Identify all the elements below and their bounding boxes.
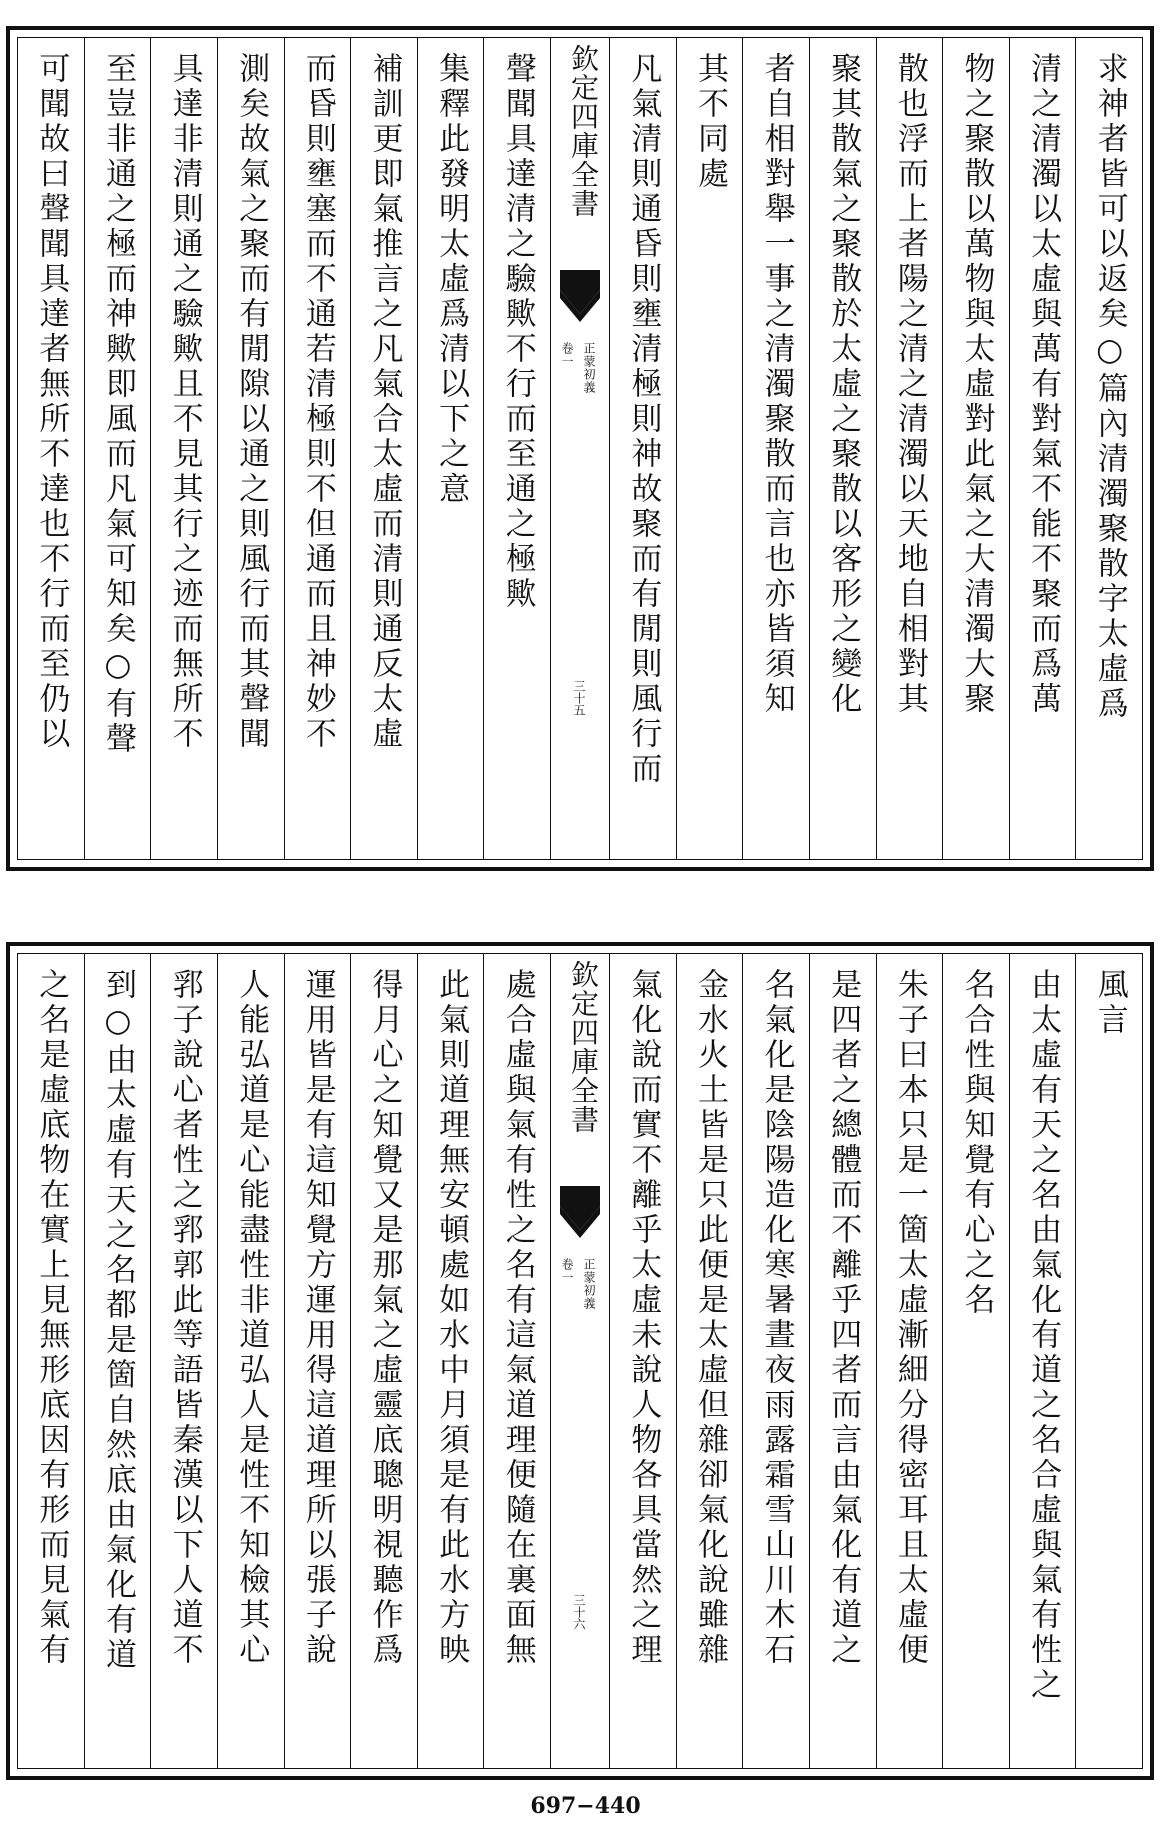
book-subtitle: 正蒙初義	[582, 1258, 596, 1310]
fishtail-mark-icon	[559, 1186, 601, 1242]
page-number: 三十五	[572, 680, 586, 716]
text-column: 而昏則壅塞而不通若清極則不但通而且神妙不	[284, 38, 351, 859]
center-fold	[550, 954, 609, 1768]
page-top	[6, 26, 1154, 871]
text-column: 處合虛與氣有性之名有這氣道理便隨在裏面無	[483, 954, 550, 1768]
text-column: 朱子曰本只是一箇太虛漸細分得密耳且太虛便	[876, 954, 943, 1768]
text-column: 之名是虛底物在實上見無形底因有形而見氣有	[33, 968, 70, 1668]
text-column: 清之清濁以太虛與萬有對氣不能不聚而爲萬	[1009, 38, 1076, 859]
text-column: 聲聞具達清之驗歟不行而至通之極歟	[483, 38, 550, 859]
page-frame	[17, 953, 1143, 1769]
catalog-page-number: 697−440	[530, 1793, 641, 1819]
text-column: 風言	[1075, 954, 1142, 1768]
volume-label: 卷一	[560, 342, 574, 368]
page-number: 三十六	[572, 1594, 586, 1630]
text-column: 是四者之總體而不離乎四者而言由氣化有道之	[809, 954, 876, 1768]
text-column: 具達非清則通之驗歟且不見其行之迹而無所不	[150, 38, 217, 859]
text-column: 郛子說心者性之郛郭此等語皆秦漢以下人道不	[150, 954, 217, 1768]
page-bottom	[6, 942, 1154, 1780]
text-column: 到○由太虛有天之名都是箇自然底由氣化有道	[84, 954, 151, 1768]
text-column: 得月心之知覺又是那氣之虛靈底聰明視聽作爲	[350, 954, 417, 1768]
text-column: 人能弘道是心能盡性非道弘人是性不知檢其心	[217, 954, 284, 1768]
text-column: 運用皆是有這知覺方運用得這道理所以張子說	[284, 954, 351, 1768]
center-fold	[550, 38, 609, 859]
text-column: 名合性與知覺有心之名	[942, 954, 1009, 1768]
text-column: 其不同處	[676, 38, 743, 859]
book-subtitle: 正蒙初義	[582, 342, 596, 394]
text-column: 集釋此發明太虛爲清以下之意	[417, 38, 484, 859]
text-column: 求神者皆可以返矣○篇內清濁聚散字太虛爲	[1075, 38, 1142, 859]
book-header: 欽定四庫全書	[567, 960, 600, 1134]
text-column: 此氣則道理無安頓處如水中月須是有此水方映	[417, 954, 484, 1768]
text-column: 可聞故曰聲聞具達者無所不達也不行而至仍以	[33, 52, 70, 752]
text-columns	[18, 954, 1142, 1768]
text-column: 補訓更即氣推言之凡氣合太虛而清則通反太虛	[350, 38, 417, 859]
page-frame	[17, 37, 1143, 860]
text-column: 散也浮而上者陽之清之清濁以天地自相對其	[876, 38, 943, 859]
text-column: 者自相對舉一事之清濁聚散而言也亦皆須知	[742, 38, 809, 859]
volume-label: 卷一	[560, 1258, 574, 1284]
text-column: 名氣化是陰陽造化寒暑晝夜雨露霜雪山川木石	[742, 954, 809, 1768]
text-column: 測矣故氣之聚而有閒隙以通之則風行而其聲聞	[217, 38, 284, 859]
text-column: 凡氣清則通昏則壅清極則神故聚而有閒則風行而	[609, 38, 676, 859]
text-columns	[18, 38, 1142, 859]
fishtail-mark-icon	[559, 270, 601, 326]
text-column: 物之聚散以萬物與太虛對此氣之大清濁大聚	[942, 38, 1009, 859]
book-header: 欽定四庫全書	[567, 44, 600, 218]
text-column: 至豈非通之極而神歟即風而凡氣可知矣○有聲	[84, 38, 151, 859]
text-column: 氣化說而實不離乎太虛未說人物各具當然之理	[609, 954, 676, 1768]
text-column: 由太虛有天之名由氣化有道之名合虛與氣有性之	[1009, 954, 1076, 1768]
text-column: 聚其散氣之聚散於太虛之聚散以客形之變化	[809, 38, 876, 859]
text-column: 金水火土皆是只此便是太虛但雜卻氣化說雖雜	[676, 954, 743, 1768]
